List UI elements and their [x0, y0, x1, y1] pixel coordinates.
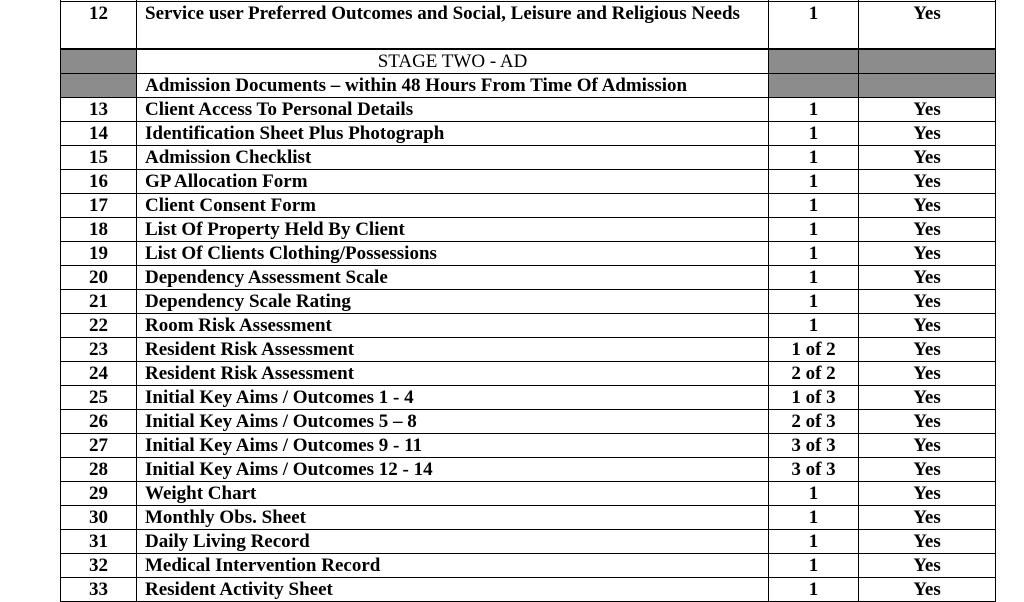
table-row — [61, 530, 996, 554]
document-title: Daily Living Record — [137, 530, 769, 554]
table-row — [61, 170, 996, 194]
table-row — [61, 386, 996, 410]
table-row — [61, 362, 996, 386]
stage-shaded-cell — [859, 74, 996, 98]
page-count: 1 — [769, 218, 859, 242]
received-status: Yes — [859, 386, 996, 410]
received-status: Yes — [859, 362, 996, 386]
received-status: Yes — [859, 194, 996, 218]
table-body — [61, 0, 996, 602]
received-status: Yes — [859, 122, 996, 146]
table-row — [61, 578, 996, 602]
received-status: Yes — [859, 170, 996, 194]
received-status: Yes — [859, 218, 996, 242]
document-title: Medical Intervention Record — [137, 554, 769, 578]
row-number: 12 — [61, 2, 137, 50]
received-status: Yes — [859, 410, 996, 434]
row-number: 15 — [61, 146, 137, 170]
row-number: 14 — [61, 122, 137, 146]
document-title: Identification Sheet Plus Photograph — [137, 122, 769, 146]
stage-shaded-cell — [769, 49, 859, 74]
page-count: 1 — [769, 314, 859, 338]
document-title: Initial Key Aims / Outcomes 5 – 8 — [137, 410, 769, 434]
document-title: Admission Checklist — [137, 146, 769, 170]
stage-shaded-cell — [61, 49, 137, 74]
row-number: 18 — [61, 218, 137, 242]
table-row — [61, 338, 996, 362]
row-number: 27 — [61, 434, 137, 458]
received-status: Yes — [859, 266, 996, 290]
page-count: 1 — [769, 2, 859, 50]
table-row — [61, 242, 996, 266]
received-status: Yes — [859, 242, 996, 266]
received-status: Yes — [859, 506, 996, 530]
row-number: 26 — [61, 410, 137, 434]
received-status: Yes — [859, 146, 996, 170]
table-row — [61, 218, 996, 242]
document-title: List Of Clients Clothing/Possessions — [137, 242, 769, 266]
row-number: 25 — [61, 386, 137, 410]
row-number: 19 — [61, 242, 137, 266]
received-status: Yes — [859, 482, 996, 506]
stage-shaded-cell — [769, 74, 859, 98]
row-number: 31 — [61, 530, 137, 554]
table-row — [61, 482, 996, 506]
table-row — [61, 98, 996, 122]
row-number: 22 — [61, 314, 137, 338]
table-row — [61, 194, 996, 218]
row-number: 32 — [61, 554, 137, 578]
page-count: 3 of 3 — [769, 458, 859, 482]
stage-shaded-cell — [61, 74, 137, 98]
page-count: 1 — [769, 554, 859, 578]
document-title: Client Access To Personal Details — [137, 98, 769, 122]
page-count: 2 of 3 — [769, 410, 859, 434]
page-count: 3 of 3 — [769, 434, 859, 458]
page-count: 1 of 3 — [769, 386, 859, 410]
table-row — [61, 506, 996, 530]
document-title: Room Risk Assessment — [137, 314, 769, 338]
page-count: 1 — [769, 194, 859, 218]
table-row — [61, 410, 996, 434]
document-title: Initial Key Aims / Outcomes 1 - 4 — [137, 386, 769, 410]
stage-subtitle-row — [61, 74, 996, 98]
row-number: 28 — [61, 458, 137, 482]
page-count: 1 — [769, 506, 859, 530]
stage-shaded-cell — [859, 49, 996, 74]
document-title: GP Allocation Form — [137, 170, 769, 194]
page-count: 1 of 2 — [769, 338, 859, 362]
received-status: Yes — [859, 290, 996, 314]
received-status: Yes — [859, 98, 996, 122]
document-title: List Of Property Held By Client — [137, 218, 769, 242]
document-title: Resident Risk Assessment — [137, 362, 769, 386]
document-title: Service user Preferred Outcomes and Social, Leisure and Religious Needs — [137, 2, 769, 50]
document-checklist-table — [60, 0, 996, 602]
row-number: 23 — [61, 338, 137, 362]
row-number: 29 — [61, 482, 137, 506]
received-status: Yes — [859, 434, 996, 458]
page-count: 1 — [769, 146, 859, 170]
received-status: Yes — [859, 554, 996, 578]
received-status: Yes — [859, 578, 996, 602]
table-row — [61, 554, 996, 578]
page-count: 1 — [769, 266, 859, 290]
page-count: 1 — [769, 530, 859, 554]
document-title: Monthly Obs. Sheet — [137, 506, 769, 530]
page-count: 1 — [769, 482, 859, 506]
document-title: Initial Key Aims / Outcomes 12 - 14 — [137, 458, 769, 482]
page-count: 1 — [769, 290, 859, 314]
row-number: 16 — [61, 170, 137, 194]
document-title: Dependency Scale Rating — [137, 290, 769, 314]
table-row — [61, 266, 996, 290]
row-number: 33 — [61, 578, 137, 602]
received-status: Yes — [859, 458, 996, 482]
document-title: Initial Key Aims / Outcomes 9 - 11 — [137, 434, 769, 458]
page-count: 1 — [769, 122, 859, 146]
page-count: 1 — [769, 170, 859, 194]
page-count: 1 — [769, 242, 859, 266]
table-row — [61, 290, 996, 314]
stage-title: STAGE TWO - AD — [137, 49, 769, 74]
table-row — [61, 458, 996, 482]
received-status: Yes — [859, 338, 996, 362]
row-number: 13 — [61, 98, 137, 122]
document-title: Dependency Assessment Scale — [137, 266, 769, 290]
table-row — [61, 314, 996, 338]
row-number: 21 — [61, 290, 137, 314]
document-title: Client Consent Form — [137, 194, 769, 218]
row-number: 17 — [61, 194, 137, 218]
table-row — [61, 2, 996, 50]
received-status: Yes — [859, 314, 996, 338]
page-count: 2 of 2 — [769, 362, 859, 386]
row-number: 24 — [61, 362, 137, 386]
table-row — [61, 146, 996, 170]
stage-subtitle: Admission Documents – within 48 Hours From Time Of Admission — [137, 74, 769, 98]
page-count: 1 — [769, 98, 859, 122]
document-title: Resident Risk Assessment — [137, 338, 769, 362]
document-title: Weight Chart — [137, 482, 769, 506]
stage-header-row — [61, 49, 996, 74]
row-number: 30 — [61, 506, 137, 530]
received-status: Yes — [859, 530, 996, 554]
table-row — [61, 434, 996, 458]
page-count: 1 — [769, 578, 859, 602]
received-status: Yes — [859, 2, 996, 50]
table-row — [61, 122, 996, 146]
document-title: Resident Activity Sheet — [137, 578, 769, 602]
row-number: 20 — [61, 266, 137, 290]
